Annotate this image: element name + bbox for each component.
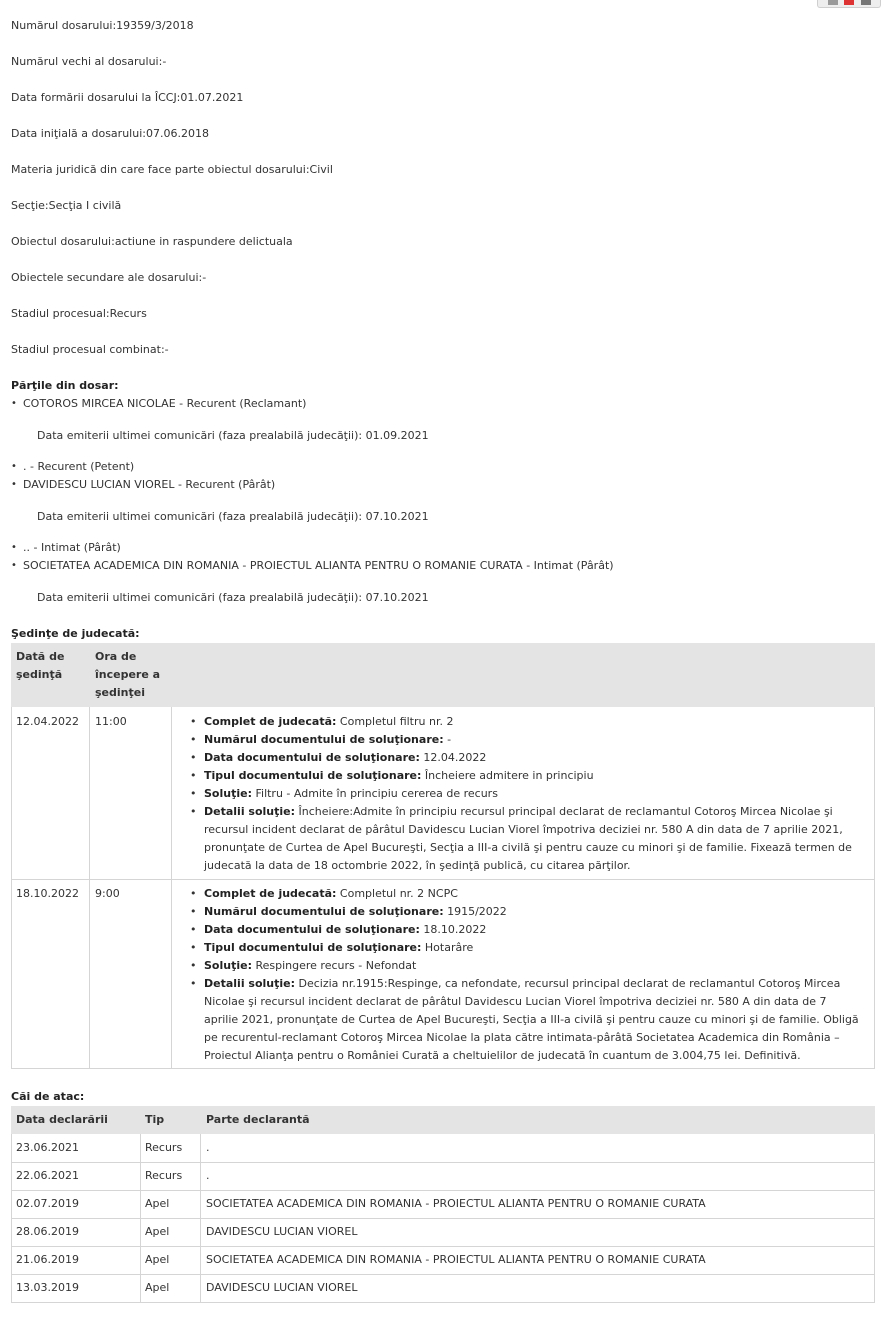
party-communication: Data emiterii ultimei comunicări (faza prealabilă judecăţii): 01.09.2021 (37, 429, 429, 442)
detail-item: • Numărul documentului de soluţionare: 1915/2022 (190, 903, 860, 921)
field-case-object: Obiectul dosarului:actiune in raspundere delictuala (11, 235, 293, 248)
appeal-date: 28.06.2019 (16, 1225, 79, 1238)
appeal-date: 02.07.2019 (16, 1197, 79, 1210)
field-case-number: Numărul dosarului:19359/3/2018 (11, 19, 194, 32)
appeal-date: 22.06.2021 (16, 1169, 79, 1182)
appeal-type: Apel (145, 1225, 170, 1238)
header-declaring-party: Parte declarantă (206, 1113, 310, 1126)
appeal-party: SOCIETATEA ACADEMICA DIN ROMANIA - PROIECTUL ALIANTA PENTRU O ROMANIE CURATA (206, 1253, 706, 1266)
print-icon[interactable] (828, 0, 838, 5)
party-item: • COTOROS MIRCEA NICOLAE - Recurent (Reclamant) (23, 397, 306, 411)
header-time: Ora de începere a şedinţei (95, 650, 161, 699)
detail-item: • Complet de judecată: Completul nr. 2 NCPC (190, 885, 860, 903)
field-section: Secţie:Secţia I civilă (11, 199, 122, 212)
header-declaration-date: Data declarării (16, 1113, 108, 1126)
appeal-type: Apel (145, 1281, 170, 1294)
field-combined-stage: Stadiul procesual combinat:- (11, 343, 169, 356)
field-old-case-number: Numărul vechi al dosarului:- (11, 55, 167, 68)
party-item: • . - Recurent (Petent) (23, 460, 134, 474)
header-date: Dată de şedinţă (16, 650, 65, 681)
header-type: Tip (145, 1113, 165, 1126)
detail-item: • Data documentului de soluţionare: 18.10.2022 (190, 921, 860, 939)
parties-title: Părţile din dosar: (11, 379, 119, 392)
field-procedural-stage: Stadiul procesual:Recurs (11, 307, 147, 320)
detail-item: • Complet de judecată: Completul filtru nr. 2 (190, 713, 860, 731)
party-communication: Data emiterii ultimei comunicări (faza prealabilă judecăţii): 07.10.2021 (37, 591, 429, 604)
hearing-date: 12.04.2022 (16, 715, 79, 728)
hearing-details (190, 713, 860, 875)
field-legal-matter: Materia juridică din care face parte obiectul dosarului:Civil (11, 163, 333, 176)
hearing-time: 11:00 (95, 715, 127, 728)
hearing-details (190, 885, 860, 1065)
field-secondary-objects: Obiectele secundare ale dosarului:- (11, 271, 207, 284)
detail-item: • Tipul documentului de soluţionare: Hotarâre (190, 939, 860, 957)
appeal-party: SOCIETATEA ACADEMICA DIN ROMANIA - PROIECTUL ALIANTA PENTRU O ROMANIE CURATA (206, 1197, 706, 1210)
party-item: • DAVIDESCU LUCIAN VIOREL - Recurent (Pârât) (23, 478, 275, 492)
party-item: • .. - Intimat (Pârât) (23, 541, 121, 555)
save-icon[interactable] (861, 0, 871, 5)
appeal-date: 21.06.2019 (16, 1253, 79, 1266)
detail-item: • Soluţie: Respingere recurs - Nefondat (190, 957, 860, 975)
appeal-party: . (206, 1141, 210, 1154)
appeal-type: Apel (145, 1253, 170, 1266)
appeal-type: Recurs (145, 1141, 183, 1154)
hearing-date: 18.10.2022 (16, 887, 79, 900)
detail-item: • Tipul documentului de soluţionare: Încheiere admitere in principiu (190, 767, 860, 785)
appeal-party: DAVIDESCU LUCIAN VIOREL (206, 1225, 358, 1238)
appeal-date: 13.03.2019 (16, 1281, 79, 1294)
hearings-title: Şedinţe de judecată: (11, 627, 140, 640)
detail-item: • Data documentului de soluţionare: 12.04.2022 (190, 749, 860, 767)
party-communication: Data emiterii ultimei comunicări (faza prealabilă judecăţii): 07.10.2021 (37, 510, 429, 523)
appeal-type: Apel (145, 1197, 170, 1210)
appeal-type: Recurs (145, 1169, 183, 1182)
appeal-party: . (206, 1169, 210, 1182)
detail-item: • Detalii soluţie: Decizia nr.1915:Respinge, ca nefondate, recursul principal declarat de reclamantul Cotoroş Mircea Nicolae şi recursul incident declarat de pârâtul Davidescu Lucian Viorel împotriva deciziei nr. 580 A din data de 7 aprilie 2021, pronunţate de Curtea de Apel Bucureşti, Secţia a III-a civilă şi pentru cauze cu minori şi de familie. Obligă pe recurentul-reclamant Cotoroş Mircea Nicolae la plata către intimata-pârâtă Societatea Academica din România – Proiectul Alianţa pentru o României Curată a cheltuielilor de judecată în cuantum de 3.004,75 lei. Definitivă. (190, 975, 860, 1065)
appeal-party: DAVIDESCU LUCIAN VIOREL (206, 1281, 358, 1294)
detail-item: • Detalii soluţie: Încheiere:Admite în principiu recursul principal declarat de reclamantul Cotoroş Mircea Nicolae şi recursul incident declarat de pârâtul Davidescu Lucian Viorel împotriva deciziei nr. 580 A din data de 7 aprilie 2021, pronunţate de Curtea de Apel Bucureşti, Secţia a III-a civilă şi pentru cauze cu minori şi de familie. Fixează termen de judecată la data de 18 octombrie 2022, în şedinţă publică, cu citarea părţilor. (190, 803, 860, 875)
detail-item: • Numărul documentului de soluţionare: - (190, 731, 860, 749)
export-toolbar (817, 0, 881, 8)
pdf-icon[interactable] (844, 0, 854, 5)
party-item: • SOCIETATEA ACADEMICA DIN ROMANIA - PROIECTUL ALIANTA PENTRU O ROMANIE CURATA - Intimat (Pârât) (23, 559, 614, 573)
appeals-header (11, 1106, 875, 1134)
hearing-time: 9:00 (95, 887, 120, 900)
field-formation-date: Data formării dosarului la ÎCCJ:01.07.2021 (11, 91, 244, 104)
detail-item: • Soluţie: Filtru - Admite în principiu cererea de recurs (190, 785, 860, 803)
field-initial-date: Data iniţială a dosarului:07.06.2018 (11, 127, 209, 140)
appeals-title: Căi de atac: (11, 1090, 85, 1103)
appeal-date: 23.06.2021 (16, 1141, 79, 1154)
